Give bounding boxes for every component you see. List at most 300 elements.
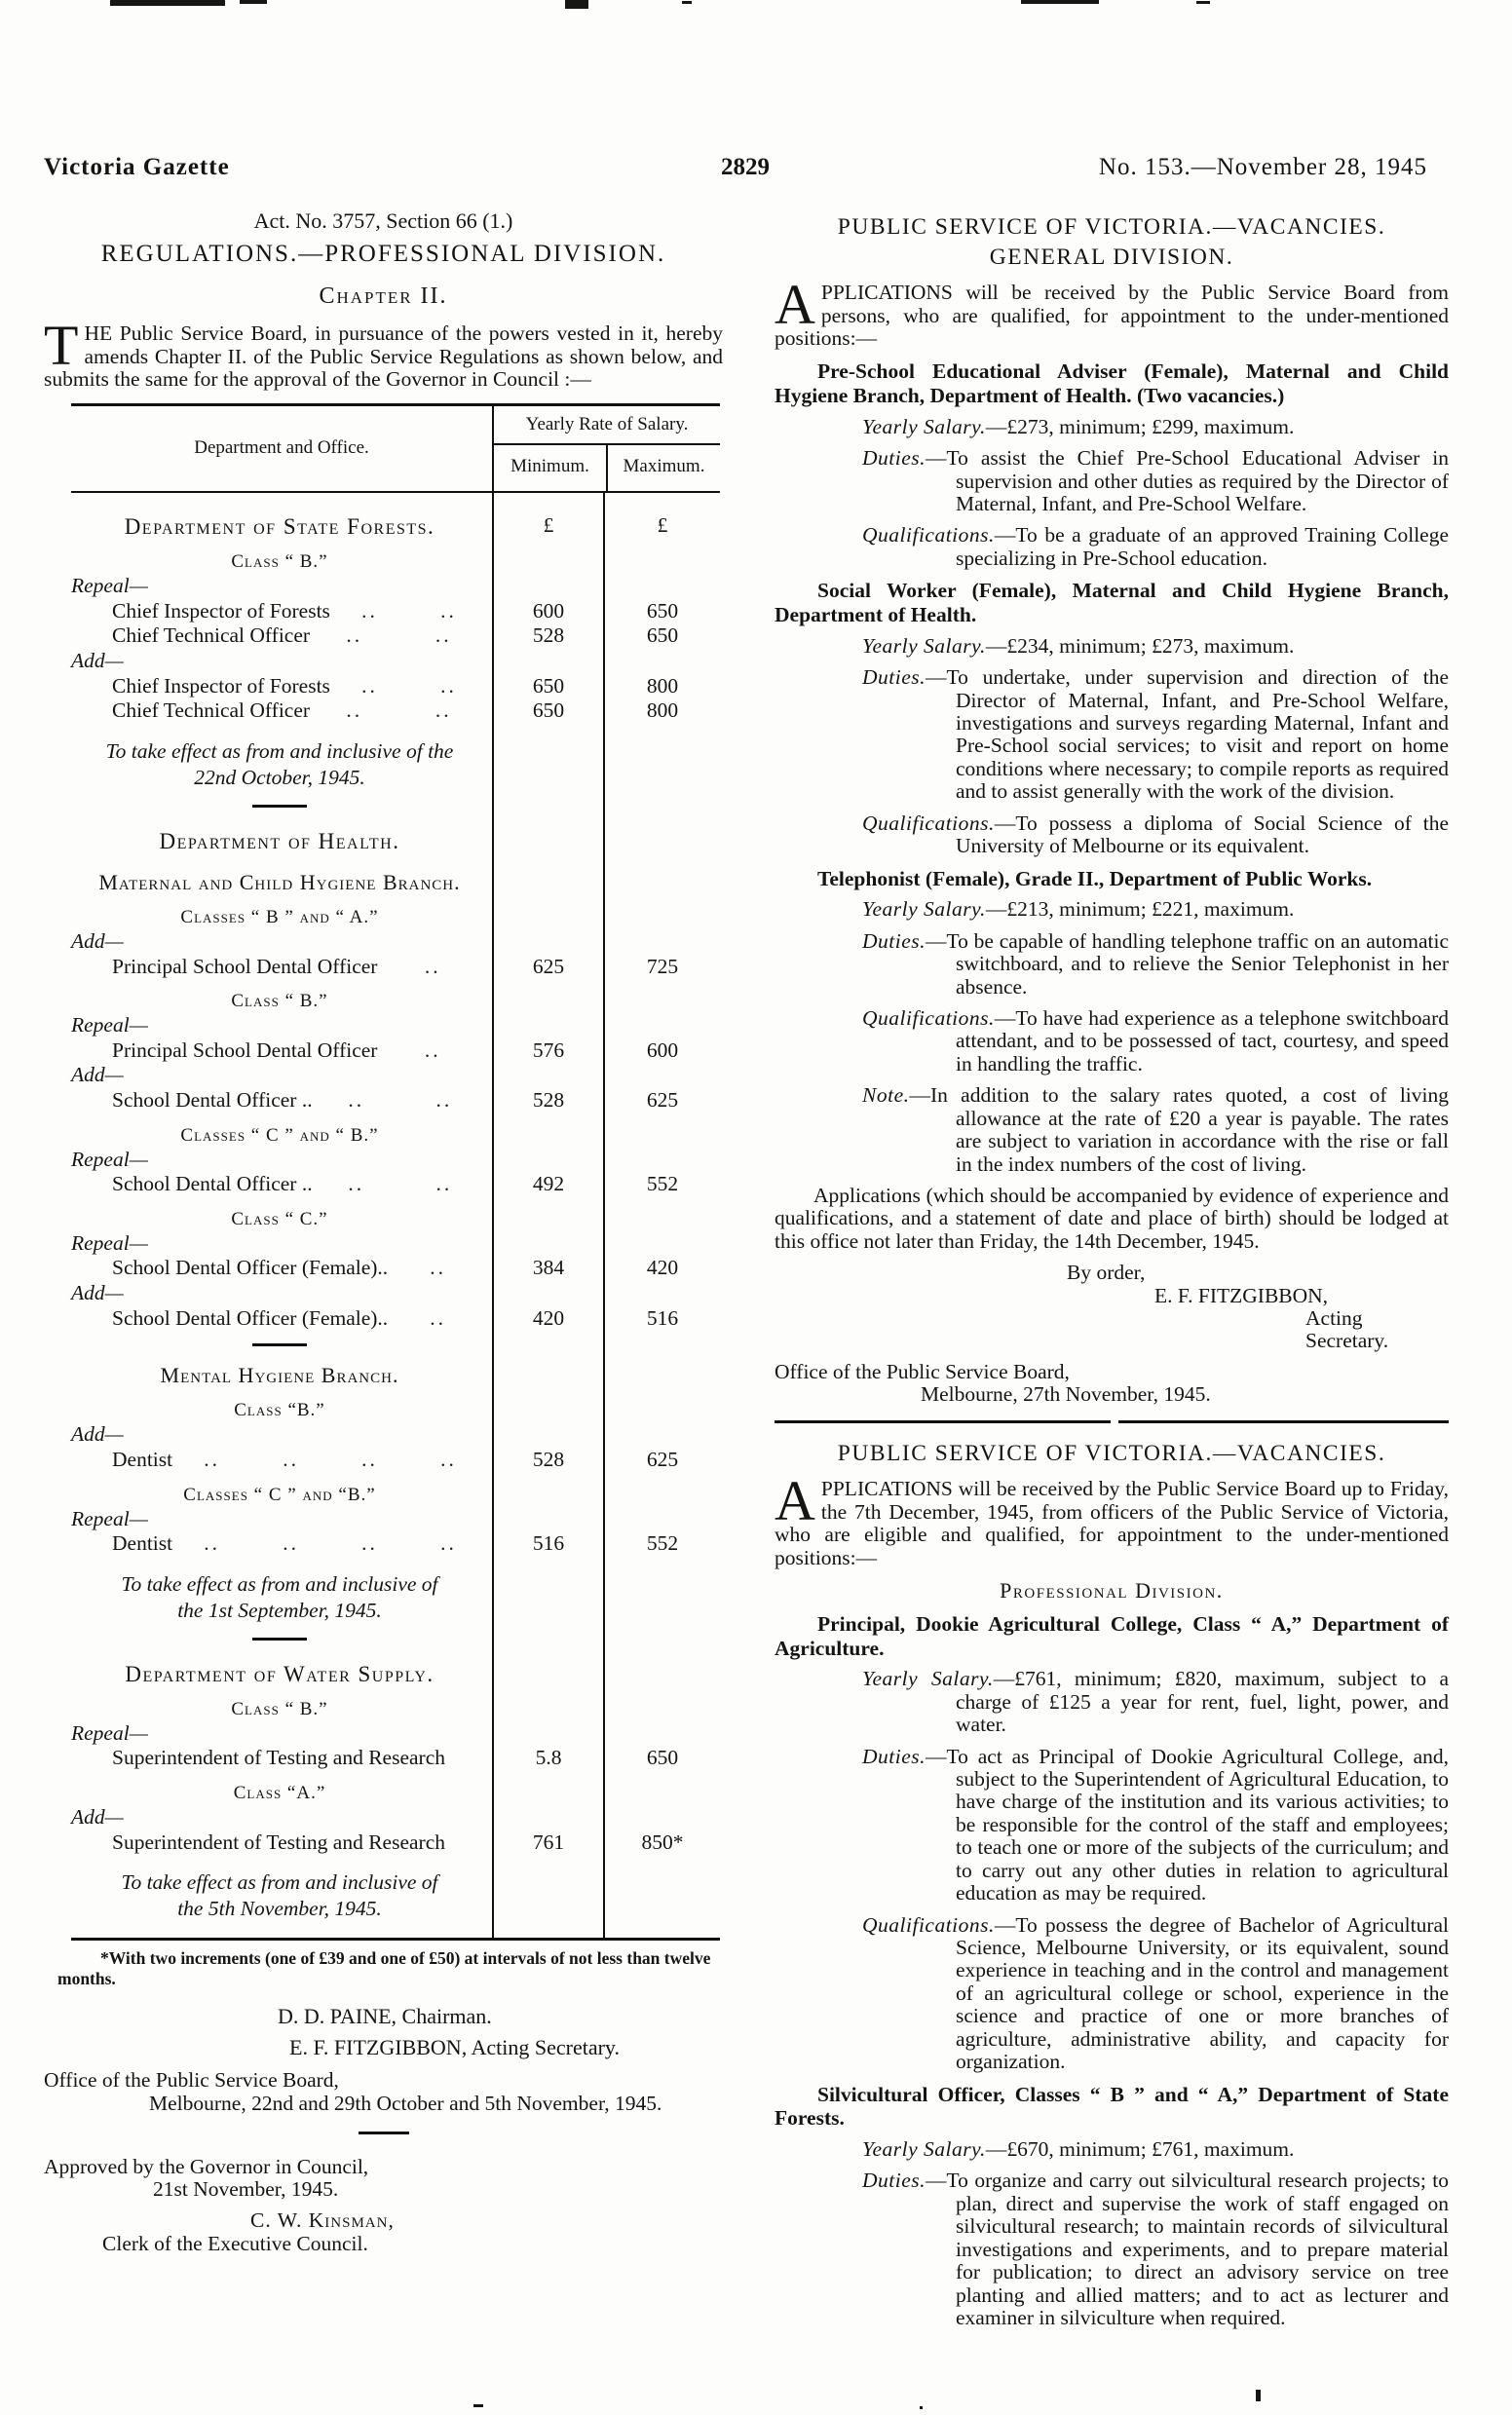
maximum-value [603,894,720,928]
position-detail [775,898,1449,921]
column-header-department: Department and Office. [194,436,369,458]
detail-text: —To be capable of handling telephone traffic on an automatic switchboard, and to relieve the Senior Telephonist in her absence. [926,928,1449,999]
table-row-dept [71,808,720,853]
office-line: Office of the Public Service Board, [44,2068,339,2093]
position-detail [775,416,1449,438]
maximum-value [603,928,720,954]
leader-dots: .. [361,673,378,698]
maximum-value [603,1280,720,1305]
row-label: Department of Health. [159,828,400,853]
minimum-value: 5.8 [492,1745,603,1770]
table-row-item [71,1087,720,1113]
table-row-class [71,978,720,1012]
office-block [775,1361,1449,1407]
maximum-value: 650 [603,598,720,623]
maximum-value [603,573,720,598]
approval-line: 21st November, 1945. [153,2177,339,2202]
position-title: Telephonist (Female), Grade II., Department of Public Works. [817,866,1373,890]
maximum-value [603,1012,720,1038]
scan-artifact [1196,1,1210,4]
minimum-value: 650 [492,698,603,723]
leader-dots: .. [283,1448,299,1472]
minimum-value [492,539,603,573]
minimum-value [492,1720,603,1746]
detail-text: —To organize and carry out silvicultural research projects; to plan, direct and supervise the work of staff engaged on silvicultural research; to maintain records of silvicultural investigations and experiments, and to prepare material for publication; to direct an advisory service on tree planting and allied matters; and to act as lecturer and examiner in silviculture when required. [926,2169,1449,2329]
scan-artifact [110,0,225,6]
office-name: School Dental Officer (Female).. [112,1305,389,1330]
detail-label: Duties. [862,1744,926,1768]
row-label: Repeal— [71,573,148,597]
maximum-value [603,1804,720,1830]
signature-secretary: E. F. FITZGIBBON, Acting Secretary. [289,2035,620,2060]
maximum-value [603,1854,720,1938]
maximum-value [603,808,720,853]
table-row-action [71,648,720,673]
detail-label: Duties. [862,2169,926,2193]
row-label [71,1530,492,1556]
minimum-value: 528 [492,623,603,648]
maximum-value [603,1196,720,1230]
minimum-value: 516 [492,1530,603,1556]
minimum-value [492,1624,603,1641]
maximum-value: £ [603,493,720,539]
row-label [71,673,492,698]
row-label: Add— [71,1422,124,1447]
maximum-value: 800 [603,673,720,698]
leader-dots: .. [346,698,363,723]
leader-dots: .. [440,673,457,698]
minimum-value [492,1472,603,1506]
table-row-sep [71,791,720,808]
effect-note-line: To take effect as from and inclusive of [121,1571,438,1596]
row-label: Classes “ B ” and “ A.” [180,907,379,928]
by-order-block [775,1262,1449,1353]
minimum-value: 600 [492,598,603,623]
maximum-value: 650 [603,1745,720,1770]
office-line: Melbourne, 22nd and 29th October and 5th November, 1945. [149,2091,662,2115]
leader-dots: .. [348,1088,365,1113]
row-label: Repeal— [71,1230,148,1255]
table-row-item [71,1171,720,1196]
table-row-action [71,1804,720,1830]
table-row-action [71,1230,720,1256]
section-rule [775,1420,1449,1423]
row-label [71,723,492,791]
row-label [71,1624,492,1641]
maximum-value [603,791,720,808]
column-header-minimum: Minimum. [510,455,589,476]
position-detail [775,1084,1449,1176]
scan-artifact [473,2404,483,2407]
leader-dots: .. [348,1172,365,1196]
office-name: Chief Inspector of Forests [112,673,330,698]
salary-table [71,403,720,1941]
row-label: Department of State Forests. [124,513,435,539]
detail-label: Yearly Salary. [862,2136,986,2161]
detail-text: —£761, minimum; £820, maximum, subject to a charge of £125 a year for rent, fuel, light, power, and water. [956,1667,1449,1737]
minimum-value: 761 [492,1830,603,1855]
minimum-value [492,1062,603,1087]
table-row-action [71,1280,720,1305]
applications-intro [775,273,1449,350]
maximum-value [603,1472,720,1506]
maximum-value [603,1770,720,1804]
row-label: Class “ B.” [231,551,328,573]
row-label: Class “ C.” [231,1208,328,1229]
table-row-class [71,1196,720,1230]
applications-intro [775,1469,1449,1569]
detail-text: —£273, minimum; £299, maximum. [985,414,1295,438]
table-row-item [71,1830,720,1855]
leader-dots: .. [361,1448,378,1472]
position-title: Silvicultural Officer, Classes “ B ” and “ A,” Department of State Forests. [775,2082,1449,2131]
position-detail [775,524,1449,570]
table-row-action [71,1062,720,1087]
position-detail [775,2170,1449,2329]
left-column [44,209,723,2255]
minimum-value: 528 [492,1447,603,1472]
office-name: School Dental Officer .. [112,1088,313,1113]
page-number: 2829 [721,154,770,180]
maximum-value [603,1346,720,1387]
position-detail [775,1914,1449,2074]
leader-dots: .. [424,954,441,978]
minimum-value: 492 [492,1171,603,1196]
minimum-value [492,853,603,894]
table-row-action [71,573,720,598]
maximum-value: 625 [603,1447,720,1472]
leader-dots: .. [440,598,457,623]
row-label: Maternal and Child Hygiene Branch. [98,869,461,894]
row-label: Repeal— [71,1013,148,1038]
row-label [71,1255,492,1280]
detail-label: Qualifications. [862,811,995,835]
table-row-class [71,894,720,928]
table-row-item [71,1447,720,1472]
running-head [44,154,1427,187]
table-row-sep [71,1624,720,1641]
detail-text: —In addition to the salary rates quoted, a cost of living allowance at the rate of £20 a year is payable. The rates are subject to variation in accordance with the rise or fall in the index numbers of the cost of living. [909,1083,1449,1176]
leader-dots: .. [283,1531,299,1556]
row-label [71,1854,492,1938]
position-detail [775,1668,1449,1736]
position-detail [775,812,1449,858]
maximum-value: 516 [603,1305,720,1331]
scan-artifact [565,0,588,9]
by-order-line: By order, [1067,1261,1146,1285]
position-detail [775,1746,1449,1906]
minimum-value [492,1854,603,1938]
maximum-value [603,1113,720,1147]
section-heading [775,212,1449,272]
signature-clerk-title: Clerk of the Executive Council. [102,2231,368,2255]
row-label: Class “ B.” [231,991,328,1012]
issue-line: No. 153.—November 28, 1945 [1098,154,1427,180]
leader-dots: .. [440,1448,457,1472]
maximum-value: 552 [603,1530,720,1556]
office-line: Office of the Public Service Board, [775,1359,1070,1383]
table-row-item [71,954,720,979]
maximum-value: 600 [603,1038,720,1063]
row-label [71,1305,492,1331]
effect-note-line: To take effect as from and inclusive of [121,1870,438,1895]
minimum-value [492,928,603,954]
minimum-value: 384 [492,1255,603,1280]
minimum-value: 576 [492,1038,603,1063]
signature-clerk-name: C. W. Kinsman, [250,2207,395,2232]
position-title: Social Worker (Female), Maternal and Child Hygiene Branch, Department of Health. [775,579,1449,627]
leader-dots: .. [435,1172,453,1196]
act-line: Act. No. 3757, Section 66 (1.) [253,208,513,233]
leader-dots: .. [430,1256,446,1280]
minimum-value [492,791,603,808]
office-name: Superintendent of Testing and Research [112,1746,446,1770]
column-header-salary: Yearly Rate of Salary. [494,406,720,445]
table-row-item [71,1745,720,1770]
office-name: Superintendent of Testing and Research [112,1830,446,1854]
detail-label: Qualifications. [862,523,995,547]
row-label [71,623,492,648]
row-label [71,1087,492,1113]
detail-text: —To have had experience as a telephone switchboard attendant, and to be possessed of tact, courtesy, and speed in handling the traffic. [956,1005,1449,1075]
minimum-value: 625 [492,954,603,979]
detail-label: Note. [862,1083,910,1108]
table-row-item [71,1305,720,1331]
table-row-effect [71,1854,720,1938]
leader-dots: .. [435,1088,453,1113]
detail-label: Yearly Salary. [862,633,986,658]
detail-label: Duties. [862,665,926,690]
maximum-value [603,1330,720,1346]
scan-artifact [1021,0,1099,4]
maximum-value [603,1062,720,1087]
salary-table-body [71,493,720,1938]
row-label: Repeal— [71,1720,148,1745]
minimum-value: 650 [492,673,603,698]
office-name: Chief Technical Officer [112,623,311,648]
intro-paragraph [44,314,723,392]
table-row-action [71,928,720,954]
by-order-line: E. F. FITZGIBBON, [1154,1283,1329,1307]
table-row-action [71,1506,720,1531]
maximum-value [603,1686,720,1720]
minimum-value: £ [492,493,603,539]
regulations-title: REGULATIONS.—PROFESSIONAL DIVISION. [100,241,666,268]
scan-artifact [682,1,692,4]
row-label: Classes “ C ” and “ B.” [180,1124,379,1146]
leader-dots: .. [204,1531,220,1556]
minimum-value [492,978,603,1012]
journal-title: Victoria Gazette [44,154,230,180]
leader-dots: .. [361,1531,378,1556]
position-detail [775,666,1449,804]
scan-artifact [240,0,267,4]
row-label: Class “A.” [233,1783,326,1804]
leader-dots: .. [435,698,452,723]
minimum-value: 528 [492,1087,603,1113]
detail-label: Yearly Salary. [862,414,986,438]
minimum-value [492,1196,603,1230]
row-label: Classes “ C ” and “B.” [183,1484,376,1505]
table-row-class [71,539,720,573]
by-order-line: Acting Secretary. [1305,1306,1389,1353]
table-row-item [71,698,720,723]
row-label [71,791,492,808]
maximum-value [603,1641,720,1686]
minimum-value [492,723,603,791]
detail-text: —To assist the Chief Pre-School Educational Adviser in supervision and other duties as required by the Director of Maternal, Infant, and Pre-School Welfare. [926,446,1449,516]
maximum-value [603,1506,720,1531]
effect-note-line: the 1st September, 1945. [177,1598,382,1622]
maximum-value [603,978,720,1012]
row-label: Repeal— [71,1506,148,1530]
effect-note-line: the 5th November, 1945. [177,1897,382,1921]
position-detail [775,2138,1449,2161]
table-footnote: *With two increments (one of £39 and one of £50) at intervals of not less than twelve months. [57,1947,711,1988]
table-row-class [71,1387,720,1421]
drop-cap: T [44,314,79,378]
table-row-action [71,1012,720,1038]
leader-dots: .. [361,598,378,623]
approval-block [44,2156,723,2202]
drop-cap: A [775,1469,815,1533]
row-label: Add— [71,928,124,953]
salary-table-header [71,406,720,493]
closing-paragraph: Applications (which should be accompanied by evidence of experience and qualifications, and a statement of date and place of birth) should be lodged at this office not later than Friday, the 14th December, 1945. [775,1183,1449,1253]
row-label [71,1447,492,1472]
minimum-value [492,1330,603,1346]
maximum-value [603,1720,720,1746]
minimum-value [492,1421,603,1447]
minimum-value [492,1280,603,1305]
row-label: Add— [71,648,124,672]
detail-text: —To possess the degree of Bachelor of Agricultural Science, Melbourne University, or its equivalent, sound experience in teaching and in the control and management of an agricultural college or school, experience in the science and practice of one or more branches of agriculture, administrative ability, and capacity for organization. [956,1912,1449,2074]
table-row-item [71,1255,720,1280]
scan-artifact [920,2406,923,2409]
section-heading-line: PUBLIC SERVICE OF VICTORIA.—VACANCIES. [837,1440,1386,1466]
leader-dots: .. [435,623,452,648]
minimum-value [492,1346,603,1387]
column-header-maximum: Maximum. [606,445,720,491]
scan-artifact [1256,2390,1261,2401]
row-label: Add— [71,1063,124,1087]
position-detail [775,1007,1449,1075]
maximum-value [603,1421,720,1447]
table-row-item [71,673,720,698]
row-label [71,1330,492,1346]
table-row-sep [71,1330,720,1346]
section-heading-line: GENERAL DIVISION. [989,244,1234,270]
position-detail [775,447,1449,515]
leader-dots: .. [430,1305,446,1330]
table-row-item [71,1038,720,1063]
office-name: Chief Technical Officer [112,698,311,723]
office-line: Melbourne, 27th November, 1945. [921,1382,1211,1407]
division-subheading: Professional Division. [1000,1577,1224,1603]
leader-dots: .. [346,623,363,648]
row-label [71,598,492,623]
maximum-value [603,723,720,791]
maximum-value [603,1147,720,1172]
row-label: Repeal— [71,1147,148,1171]
table-row-effect [71,723,720,791]
detail-text: —£234, minimum; £273, maximum. [985,633,1295,658]
table-row-item [71,623,720,648]
position-title: Principal, Dookie Agricultural College, Class “ A,” Department of Agriculture. [775,1611,1449,1660]
detail-label: Qualifications. [862,1912,995,1937]
office-name: Principal School Dental Officer [112,1038,378,1062]
row-label [71,1038,492,1063]
table-row-class [71,1113,720,1147]
maximum-value: 800 [603,698,720,723]
detail-text: —£670, minimum; £761, maximum. [985,2136,1295,2161]
detail-label: Yearly Salary. [862,897,986,922]
position-detail [775,635,1449,658]
office-block [44,2069,723,2115]
section-divider [44,2132,723,2134]
minimum-value [492,573,603,598]
intro-text: PPLICATIONS will be received by the Public Service Board from persons, who are qualified, for appointment to the under-mentioned positions:— [775,281,1449,350]
minimum-value [492,1641,603,1686]
detail-label: Duties. [862,928,926,953]
detail-text: —To undertake, under supervision and direction of the Director of Maternal, Infant, and Pre-School Welfare, investigations and surveys regarding Maternal, Infant and Pre-School social services; to visit and report on home conditions where necessary; to compile reports as required and to assist generally with the work of the division. [926,665,1449,804]
minimum-value [492,648,603,673]
detail-text: —To possess a diploma of Social Science of the University of Melbourne or its equivalent. [956,811,1449,858]
row-label [71,698,492,723]
minimum-value: 420 [492,1305,603,1331]
office-name: School Dental Officer .. [112,1172,313,1196]
row-label [71,1745,492,1770]
row-label: Class “ B.” [231,1698,328,1719]
maximum-value [603,539,720,573]
effect-note-line: To take effect as from and inclusive of the [105,738,454,763]
maximum-value [603,1387,720,1421]
table-row-branch [71,1346,720,1387]
intro-text: PPLICATIONS will be received by the Public Service Board up to Friday, the 7th December, 1945, from officers of the Public Service of Victoria, who are eligible and qualified, for appointment to the under-mentioned positions:— [775,1477,1449,1569]
effect-note-line: 22nd October, 1945. [194,765,365,789]
maximum-value [603,1556,720,1624]
row-label [71,1556,492,1624]
minimum-value [492,894,603,928]
row-label [71,954,492,979]
column-header-salary-group [492,406,720,491]
detail-text: —£213, minimum; £221, maximum. [985,897,1295,922]
chapter-heading: Chapter II. [319,283,448,309]
leader-dots: .. [424,1038,441,1062]
maximum-value: 625 [603,1087,720,1113]
office-name: School Dental Officer (Female).. [112,1256,389,1280]
position-title: Pre-School Educational Adviser (Female), Maternal and Child Hygiene Branch, Department of Health. (Two vacancies.) [775,359,1449,408]
minimum-value [492,1770,603,1804]
leader-dots: .. [204,1448,220,1472]
table-row-dept [71,493,720,539]
table-row-item [71,1530,720,1556]
detail-text: —To act as Principal of Dookie Agricultural College, and, subject to the Superintendent of Agricultural Education, to have charge of the institution and its various activities; to be responsible for the control of the staff and employees; to teach one or more of the subjects of the curriculum; and to carry out any other duties in relation to agricultural education as may be required. [926,1744,1449,1906]
table-row-action [71,1147,720,1172]
section-heading [775,1439,1449,1469]
position-detail [775,930,1449,999]
leader-dots: .. [440,1531,457,1556]
row-label: Add— [71,1281,124,1305]
minimum-value [492,1686,603,1720]
maximum-value: 725 [603,954,720,979]
section-heading-line: PUBLIC SERVICE OF VICTORIA.—VACANCIES. [837,214,1386,240]
right-column [775,212,1449,2338]
row-label: Add— [71,1804,124,1829]
table-row-action [71,1421,720,1447]
table-row-class [71,1472,720,1506]
maximum-value: 552 [603,1171,720,1196]
